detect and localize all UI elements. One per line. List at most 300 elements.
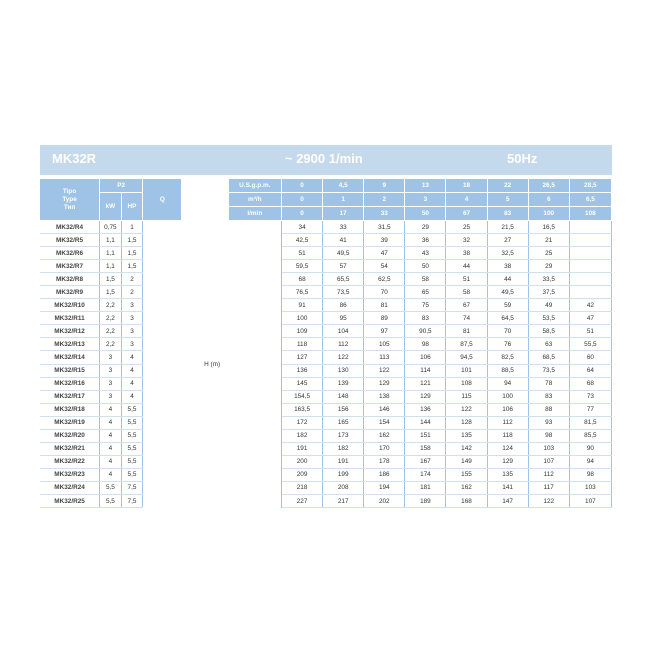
- hp-cell: 5,5: [121, 442, 143, 455]
- table-row: [40, 468, 612, 481]
- hp-cell: 5,5: [121, 468, 143, 481]
- hp-cell: 1,5: [121, 247, 143, 260]
- head-value-cell: 191: [282, 442, 323, 455]
- model-cell: MK32/R12: [40, 325, 100, 338]
- head-value-cell: 122: [446, 403, 487, 416]
- p2-header: P2: [100, 179, 143, 193]
- head-value-cell: 94,5: [446, 351, 487, 364]
- head-value-cell: 39: [364, 234, 405, 247]
- head-value-cell: 68: [569, 377, 611, 390]
- head-value-cell: 101: [446, 364, 487, 377]
- head-value-cell: 118: [282, 338, 323, 351]
- head-value-cell: 36: [405, 234, 446, 247]
- kw-cell: 3: [100, 390, 122, 403]
- table-row: [40, 364, 612, 377]
- kw-cell: 2,2: [100, 338, 122, 351]
- model-cell: MK32/R13: [40, 338, 100, 351]
- type-label-it: Tipo: [62, 187, 77, 195]
- head-value-cell: 59: [487, 299, 528, 312]
- model-cell: MK32/R16: [40, 377, 100, 390]
- table-row: [40, 429, 612, 442]
- usgpm-value: 0: [282, 179, 323, 193]
- head-value-cell: 186: [364, 468, 405, 481]
- head-value-cell: 50: [405, 260, 446, 273]
- head-value-cell: 47: [569, 312, 611, 325]
- head-value-cell: 200: [282, 455, 323, 468]
- head-value-cell: 142: [446, 442, 487, 455]
- kw-cell: 0,75: [100, 221, 122, 234]
- head-value-cell: 135: [487, 468, 528, 481]
- m3h-value: 5: [487, 193, 528, 207]
- hp-header: HP: [121, 193, 143, 221]
- kw-cell: 4: [100, 442, 122, 455]
- table-row: [40, 273, 612, 286]
- lmin-value: 33: [364, 207, 405, 221]
- head-value-cell: 33: [323, 221, 364, 234]
- head-value-cell: 168: [446, 494, 487, 507]
- kw-cell: 4: [100, 416, 122, 429]
- head-value-cell: [569, 260, 611, 273]
- hp-cell: 7,5: [121, 494, 143, 507]
- kw-cell: 2,2: [100, 325, 122, 338]
- hp-cell: 4: [121, 351, 143, 364]
- head-value-cell: 158: [405, 442, 446, 455]
- head-value-cell: 147: [487, 494, 528, 507]
- model-cell: MK32/R20: [40, 429, 100, 442]
- head-value-cell: 90,5: [405, 325, 446, 338]
- head-value-cell: 58: [405, 273, 446, 286]
- head-value-cell: 49,5: [487, 286, 528, 299]
- kw-cell: 5,5: [100, 481, 122, 494]
- head-value-cell: 65,5: [323, 273, 364, 286]
- head-value-cell: 65: [405, 286, 446, 299]
- head-value-cell: 31,5: [364, 221, 405, 234]
- head-value-cell: 122: [323, 351, 364, 364]
- head-value-cell: 208: [323, 481, 364, 494]
- head-value-cell: 105: [364, 338, 405, 351]
- series-title: MK32R: [52, 151, 97, 166]
- head-value-cell: 49,5: [323, 247, 364, 260]
- lmin-value: 50: [405, 207, 446, 221]
- model-cell: MK32/R21: [40, 442, 100, 455]
- head-value-cell: 89: [364, 312, 405, 325]
- head-value-cell: 53,5: [528, 312, 569, 325]
- kw-cell: 1,5: [100, 286, 122, 299]
- head-value-cell: 162: [364, 429, 405, 442]
- head-value-cell: 106: [405, 351, 446, 364]
- hp-cell: 5,5: [121, 416, 143, 429]
- model-cell: MK32/R15: [40, 364, 100, 377]
- head-value-cell: 33,5: [528, 273, 569, 286]
- head-value-cell: 127: [282, 351, 323, 364]
- hp-cell: 2: [121, 286, 143, 299]
- head-value-cell: 57: [323, 260, 364, 273]
- model-cell: MK32/R25: [40, 494, 100, 507]
- head-value-cell: 63: [528, 338, 569, 351]
- head-value-cell: 114: [405, 364, 446, 377]
- head-value-cell: 51: [569, 325, 611, 338]
- head-value-cell: 227: [282, 494, 323, 507]
- head-value-cell: 42,5: [282, 234, 323, 247]
- head-value-cell: 77: [569, 403, 611, 416]
- head-value-cell: 135: [446, 429, 487, 442]
- hp-cell: 1,5: [121, 260, 143, 273]
- usgpm-value: 13: [405, 179, 446, 193]
- head-value-cell: 34: [282, 221, 323, 234]
- head-value-cell: 68: [282, 273, 323, 286]
- lmin-header: l/min: [228, 207, 281, 221]
- type-label-en: Type: [62, 195, 77, 203]
- head-value-cell: 112: [528, 468, 569, 481]
- head-value-cell: 121: [405, 377, 446, 390]
- head-value-cell: 32,5: [487, 247, 528, 260]
- head-value-cell: 83: [405, 312, 446, 325]
- header-spacer: [182, 179, 228, 221]
- table-row: [40, 494, 612, 507]
- head-value-cell: 108: [446, 377, 487, 390]
- model-cell: MK32/R5: [40, 234, 100, 247]
- head-value-cell: 76,5: [282, 286, 323, 299]
- model-cell: MK32/R4: [40, 221, 100, 234]
- head-value-cell: 51: [282, 247, 323, 260]
- head-value-cell: 59,5: [282, 260, 323, 273]
- head-value-cell: 149: [446, 455, 487, 468]
- m3h-value: 1: [323, 193, 364, 207]
- head-value-cell: 112: [323, 338, 364, 351]
- head-value-cell: 141: [487, 481, 528, 494]
- model-cell: MK32/R24: [40, 481, 100, 494]
- head-value-cell: 173: [323, 429, 364, 442]
- head-value-cell: 170: [364, 442, 405, 455]
- hp-cell: 1,5: [121, 234, 143, 247]
- head-value-cell: 199: [323, 468, 364, 481]
- head-value-cell: 165: [323, 416, 364, 429]
- head-value-cell: 88: [528, 403, 569, 416]
- model-cell: MK32/R23: [40, 468, 100, 481]
- m3h-value: 6,5: [569, 193, 611, 207]
- performance-table: [40, 179, 612, 508]
- head-value-cell: 109: [282, 325, 323, 338]
- hp-cell: 1: [121, 221, 143, 234]
- head-value-cell: 118: [487, 429, 528, 442]
- head-value-cell: 124: [487, 442, 528, 455]
- head-value-cell: 42: [569, 299, 611, 312]
- kw-cell: 4: [100, 429, 122, 442]
- head-value-cell: 83: [528, 390, 569, 403]
- table-row: [40, 455, 612, 468]
- head-value-cell: 43: [405, 247, 446, 260]
- frequency-label: 50Hz: [507, 151, 538, 166]
- m3h-value: 4: [446, 193, 487, 207]
- m3h-value: 2: [364, 193, 405, 207]
- model-cell: MK32/R6: [40, 247, 100, 260]
- model-cell: MK32/R11: [40, 312, 100, 325]
- m3h-value: 3: [405, 193, 446, 207]
- head-value-cell: 85,5: [569, 429, 611, 442]
- hp-cell: 4: [121, 377, 143, 390]
- head-value-cell: 51: [446, 273, 487, 286]
- head-value-cell: 70: [487, 325, 528, 338]
- head-value-cell: 87,5: [446, 338, 487, 351]
- kw-cell: 5,5: [100, 494, 122, 507]
- head-value-cell: 146: [364, 403, 405, 416]
- hp-cell: 5,5: [121, 455, 143, 468]
- hp-cell: 3: [121, 312, 143, 325]
- head-value-cell: 64,5: [487, 312, 528, 325]
- kw-cell: 4: [100, 455, 122, 468]
- usgpm-value: 26,5: [528, 179, 569, 193]
- lmin-value: 100: [528, 207, 569, 221]
- head-value-cell: 54: [364, 260, 405, 273]
- table-banner: [40, 145, 612, 175]
- hp-cell: 4: [121, 364, 143, 377]
- head-value-cell: 94: [487, 377, 528, 390]
- head-label-column: H (m): [143, 221, 282, 508]
- head-value-cell: [569, 247, 611, 260]
- table-row: [40, 416, 612, 429]
- head-value-cell: 58,5: [528, 325, 569, 338]
- table-body: [40, 221, 612, 508]
- type-label-ru: Тип: [63, 203, 76, 211]
- head-value-cell: 81,5: [569, 416, 611, 429]
- head-value-cell: 25: [446, 221, 487, 234]
- head-value-cell: 16,5: [528, 221, 569, 234]
- head-value-cell: 67: [446, 299, 487, 312]
- q-header: Q: [143, 179, 182, 221]
- head-value-cell: 148: [323, 390, 364, 403]
- head-value-cell: 217: [323, 494, 364, 507]
- hp-cell: 2: [121, 273, 143, 286]
- usgpm-value: 18: [446, 179, 487, 193]
- model-cell: MK32/R8: [40, 273, 100, 286]
- kw-cell: 4: [100, 403, 122, 416]
- head-value-cell: 113: [364, 351, 405, 364]
- head-value-cell: 209: [282, 468, 323, 481]
- head-value-cell: 47: [364, 247, 405, 260]
- head-value-cell: 49: [528, 299, 569, 312]
- head-value-cell: 76: [487, 338, 528, 351]
- head-value-cell: 98: [569, 468, 611, 481]
- kw-cell: 3: [100, 351, 122, 364]
- head-value-cell: 154: [364, 416, 405, 429]
- model-cell: MK32/R10: [40, 299, 100, 312]
- head-value-cell: 107: [569, 494, 611, 507]
- lmin-value: 67: [446, 207, 487, 221]
- head-value-cell: 64: [569, 364, 611, 377]
- kw-cell: 1,5: [100, 273, 122, 286]
- head-value-cell: 38: [446, 247, 487, 260]
- head-value-cell: 44: [446, 260, 487, 273]
- table-row: [40, 481, 612, 494]
- head-value-cell: 145: [282, 377, 323, 390]
- table-row: [40, 299, 612, 312]
- kw-cell: 2,2: [100, 312, 122, 325]
- lmin-value: 108: [569, 207, 611, 221]
- table-row: [40, 390, 612, 403]
- head-value-cell: 37,5: [528, 286, 569, 299]
- kw-cell: 2,2: [100, 299, 122, 312]
- head-value-cell: 100: [282, 312, 323, 325]
- head-value-cell: [569, 221, 611, 234]
- kw-cell: 3: [100, 377, 122, 390]
- head-value-cell: 95: [323, 312, 364, 325]
- table-row: [40, 442, 612, 455]
- head-value-cell: 128: [446, 416, 487, 429]
- hp-cell: 3: [121, 299, 143, 312]
- head-value-cell: 174: [405, 468, 446, 481]
- model-cell: MK32/R18: [40, 403, 100, 416]
- head-value-cell: [569, 286, 611, 299]
- head-value-cell: 154,5: [282, 390, 323, 403]
- head-value-cell: 103: [569, 481, 611, 494]
- head-value-cell: 103: [528, 442, 569, 455]
- model-cell: MK32/R9: [40, 286, 100, 299]
- kw-cell: 3: [100, 364, 122, 377]
- lmin-value: 0: [282, 207, 323, 221]
- table-row: [40, 312, 612, 325]
- head-value-cell: 32: [446, 234, 487, 247]
- table-row: [40, 221, 612, 234]
- head-value-cell: 38: [487, 260, 528, 273]
- head-value-cell: 151: [405, 429, 446, 442]
- kw-cell: 1,1: [100, 260, 122, 273]
- head-value-cell: 25: [528, 247, 569, 260]
- kw-header: kW: [100, 193, 122, 221]
- head-value-cell: 156: [323, 403, 364, 416]
- model-cell: MK32/R19: [40, 416, 100, 429]
- head-value-cell: 194: [364, 481, 405, 494]
- type-header: [40, 179, 100, 221]
- head-value-cell: 60: [569, 351, 611, 364]
- head-value-cell: 58: [446, 286, 487, 299]
- head-value-cell: 29: [405, 221, 446, 234]
- usgpm-header: U.S.g.p.m.: [228, 179, 281, 193]
- hp-cell: 5,5: [121, 429, 143, 442]
- head-value-cell: 78: [528, 377, 569, 390]
- head-value-cell: 21: [528, 234, 569, 247]
- head-value-cell: 182: [323, 442, 364, 455]
- head-value-cell: 122: [364, 364, 405, 377]
- head-value-cell: 178: [364, 455, 405, 468]
- head-value-cell: 181: [405, 481, 446, 494]
- head-value-cell: 162: [446, 481, 487, 494]
- head-value-cell: 81: [446, 325, 487, 338]
- head-value-cell: 21,5: [487, 221, 528, 234]
- table-row: [40, 351, 612, 364]
- head-value-cell: 155: [446, 468, 487, 481]
- head-value-cell: 27: [487, 234, 528, 247]
- head-value-cell: 129: [487, 455, 528, 468]
- head-value-cell: 81: [364, 299, 405, 312]
- usgpm-value: 28,5: [569, 179, 611, 193]
- head-value-cell: 122: [528, 494, 569, 507]
- head-value-cell: 191: [323, 455, 364, 468]
- head-value-cell: 100: [487, 390, 528, 403]
- head-value-cell: [569, 273, 611, 286]
- table-row: [40, 247, 612, 260]
- head-value-cell: 93: [528, 416, 569, 429]
- head-value-cell: 74: [446, 312, 487, 325]
- hp-cell: 3: [121, 325, 143, 338]
- table-header: [40, 179, 612, 221]
- head-value-cell: 62,5: [364, 273, 405, 286]
- head-value-cell: 86: [323, 299, 364, 312]
- head-value-cell: 129: [364, 377, 405, 390]
- usgpm-value: 22: [487, 179, 528, 193]
- lmin-value: 83: [487, 207, 528, 221]
- table-row: [40, 325, 612, 338]
- head-value-cell: 130: [323, 364, 364, 377]
- hp-cell: 7,5: [121, 481, 143, 494]
- kw-cell: 1,1: [100, 234, 122, 247]
- table-row: [40, 403, 612, 416]
- usgpm-value: 9: [364, 179, 405, 193]
- head-value-cell: 202: [364, 494, 405, 507]
- speed-label: ~ 2900 1/min: [285, 151, 363, 166]
- head-value-cell: 218: [282, 481, 323, 494]
- head-value-cell: 115: [446, 390, 487, 403]
- head-value-cell: 139: [323, 377, 364, 390]
- head-value-cell: 41: [323, 234, 364, 247]
- model-cell: MK32/R14: [40, 351, 100, 364]
- head-value-cell: [569, 234, 611, 247]
- head-value-cell: 144: [405, 416, 446, 429]
- head-value-cell: 94: [569, 455, 611, 468]
- head-value-cell: 73,5: [528, 364, 569, 377]
- head-value-cell: 138: [364, 390, 405, 403]
- head-value-cell: 90: [569, 442, 611, 455]
- hp-cell: 4: [121, 390, 143, 403]
- head-value-cell: 112: [487, 416, 528, 429]
- table-row: [40, 377, 612, 390]
- head-value-cell: 68,5: [528, 351, 569, 364]
- head-value-cell: 104: [323, 325, 364, 338]
- head-value-cell: 98: [528, 429, 569, 442]
- table-row: [40, 338, 612, 351]
- head-value-cell: 29: [528, 260, 569, 273]
- head-value-cell: 73,5: [323, 286, 364, 299]
- hp-cell: 5,5: [121, 403, 143, 416]
- head-value-cell: 189: [405, 494, 446, 507]
- lmin-value: 17: [323, 207, 364, 221]
- usgpm-value: 4,5: [323, 179, 364, 193]
- model-cell: MK32/R17: [40, 390, 100, 403]
- head-value-cell: 136: [405, 403, 446, 416]
- hp-cell: 3: [121, 338, 143, 351]
- head-value-cell: 91: [282, 299, 323, 312]
- head-value-cell: 88,5: [487, 364, 528, 377]
- model-cell: MK32/R22: [40, 455, 100, 468]
- head-value-cell: 55,5: [569, 338, 611, 351]
- m3h-value: 0: [282, 193, 323, 207]
- head-value-cell: 70: [364, 286, 405, 299]
- head-value-cell: 98: [405, 338, 446, 351]
- head-value-cell: 97: [364, 325, 405, 338]
- head-value-cell: 44: [487, 273, 528, 286]
- head-value-cell: 129: [405, 390, 446, 403]
- head-value-cell: 75: [405, 299, 446, 312]
- head-value-cell: 106: [487, 403, 528, 416]
- head-value-cell: 182: [282, 429, 323, 442]
- kw-cell: 4: [100, 468, 122, 481]
- head-value-cell: 117: [528, 481, 569, 494]
- head-value-cell: 136: [282, 364, 323, 377]
- table-row: [40, 234, 612, 247]
- kw-cell: 1,1: [100, 247, 122, 260]
- head-value-cell: 73: [569, 390, 611, 403]
- table-row: [40, 260, 612, 273]
- head-value-cell: 82,5: [487, 351, 528, 364]
